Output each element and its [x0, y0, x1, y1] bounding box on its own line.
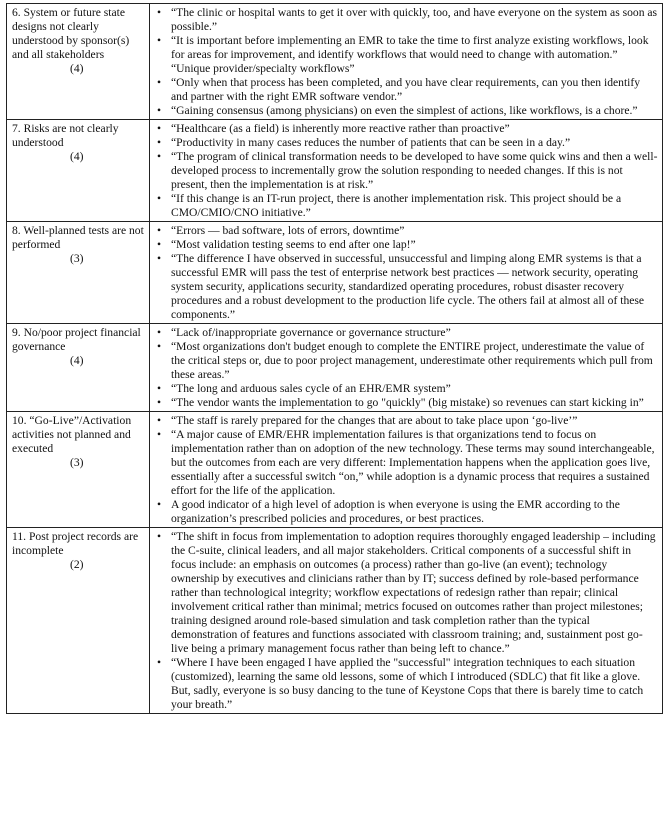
respondent-count: (3)	[70, 252, 84, 265]
quote-item: • “The clinic or hospital wants to get it over with quickly, too, and have everyone on the system as soon as possible.”	[155, 6, 658, 34]
table-row	[7, 222, 663, 324]
table-row	[7, 4, 663, 120]
quotes-cell	[150, 324, 663, 412]
risk-title: 11. Post project records are incomplete	[12, 530, 139, 557]
quote-item: • “A major cause of EMR/EHR implementation failures is that organizations tend to focus on implementation rather than on adoption of the new technology. These terms may sound interchangeable, but the outcomes from each are very different: Implementation happens when the application goes live, essentially after a successful switch “on,” while adoption is a dynamic process that requires a sustained effort for the life of the application.	[155, 428, 658, 498]
quote-item: • “Most organizations don't budget enough to complete the ENTIRE project, underestimate the value of the critical steps or, due to poor project management, underestimate other requirements which pull from these areas.”	[155, 340, 658, 382]
quote-item: • “The difference I have observed in successful, unsuccessful and limping along EMR systems is that a successful EMR will pass the test of enterprise network best practices — network security, operating system security, applications security, standardized operating procedures, robust disaster recovery procedures and a robust development to the production life cycle. The others fail at almost all of these components.”	[155, 252, 658, 322]
quote-item: • “The staff is rarely prepared for the changes that are about to take place upon ‘go-live’”	[155, 414, 658, 428]
quote-item: • “Lack of/inappropriate governance or governance structure”	[155, 326, 658, 340]
quote-item: • “Gaining consensus (among physicians) on even the simplest of actions, like workflows, is a chore.”	[155, 104, 658, 118]
quote-item: • “Where I have been engaged I have applied the "successful" integration techniques to each situation (customized), learning the same old lessons, some of which I introduced (SDLC) that fit like a glove. But, sadly, everyone is so busy dancing to the tune of Keystone Cops that there is barely time to catch your breath.”	[155, 656, 658, 712]
quote-item: • “Only when that process has been completed, and you have clear requirements, can you then identify and partner with the right EMR software vendor.”	[155, 76, 658, 104]
respondent-count: (2)	[70, 558, 84, 571]
quote-item: • “Errors — bad software, lots of errors, downtime”	[155, 224, 658, 238]
risk-quotes-table	[6, 3, 663, 714]
risk-cell	[7, 528, 150, 714]
respondent-count: (4)	[70, 62, 84, 75]
quote-item: • “Most validation testing seems to end after one lap!”	[155, 238, 658, 252]
table-row	[7, 412, 663, 528]
quote-list	[155, 6, 658, 118]
risk-cell	[7, 222, 150, 324]
table-row	[7, 120, 663, 222]
quote-item: • “The vendor wants the implementation to go "quickly" (big mistake) so revenues can start kicking in”	[155, 396, 658, 410]
respondent-count: (4)	[70, 354, 84, 367]
table-row	[7, 528, 663, 714]
quote-item: • “It is important before implementing an EMR to take the time to first analyze existing workflows, look for areas for improvement, and identify workflows that would need to change with automation.” “Unique provider/specialty workflows”	[155, 34, 658, 76]
risk-title: 10. “Go-Live”/Activation activities not planned and executed	[12, 414, 132, 455]
quotes-cell	[150, 4, 663, 120]
quote-item: • “Healthcare (as a field) is inherently more reactive rather than proactive”	[155, 122, 658, 136]
risk-title: 9. No/poor project financial governance	[12, 326, 141, 353]
quote-item: • “The program of clinical transformation needs to be developed to have some quick wins and then a well-developed process to incrementally grow the solution responding to needed changes. If this is not present, then the implementation is at risk.”	[155, 150, 658, 192]
quotes-cell	[150, 222, 663, 324]
quotes-cell	[150, 412, 663, 528]
quote-list	[155, 530, 658, 712]
risk-cell	[7, 4, 150, 120]
quote-list	[155, 414, 658, 526]
table-body	[7, 4, 663, 714]
quote-item: • “The shift in focus from implementation to adoption requires thoroughly engaged leadership – including the C-suite, clinical leaders, and all major stakeholders. Critical components of a successful shift in focus include: an emphasis on outcomes (a process) rather than go-live (an event); technology ownership by executives and clinicians rather than by IT; success defined by role-based performance rather than technological integrity; workflow expectations of redesign rather than repair; clinical involvement critical rather than minimal; metrics focused on outcomes rather than project milestones; training designed around role-based simulation and task completion rather than the typical demonstration of features and functions associated with classroom training; and, sustainment post go-live being a primary management focus rather than being left to chance.”	[155, 530, 658, 656]
quote-item: • “Productivity in many cases reduces the number of patients that can be seen in a day.”	[155, 136, 658, 150]
risk-cell	[7, 324, 150, 412]
quote-list	[155, 122, 658, 220]
respondent-count: (3)	[70, 456, 84, 469]
quote-list	[155, 224, 658, 322]
quotes-cell	[150, 120, 663, 222]
respondent-count: (4)	[70, 150, 84, 163]
quote-item: • “If this change is an IT-run project, there is another implementation risk. This project should be a CMO/CMIO/CNO initiative.”	[155, 192, 658, 220]
risk-cell	[7, 120, 150, 222]
quote-item: • “The long and arduous sales cycle of an EHR/EMR system”	[155, 382, 658, 396]
risk-cell	[7, 412, 150, 528]
quote-item: • A good indicator of a high level of adoption is when everyone is using the EMR according to the organization’s prescribed policies and procedures, or best practices.	[155, 498, 658, 526]
table-row	[7, 324, 663, 412]
quote-list	[155, 326, 658, 410]
risk-title: 8. Well-planned tests are not performed	[12, 224, 144, 251]
risk-title: 7. Risks are not clearly understood	[12, 122, 119, 149]
risk-title: 6. System or future state designs not clearly understood by sponsor(s) and all stakeholders	[12, 6, 130, 61]
quotes-cell	[150, 528, 663, 714]
